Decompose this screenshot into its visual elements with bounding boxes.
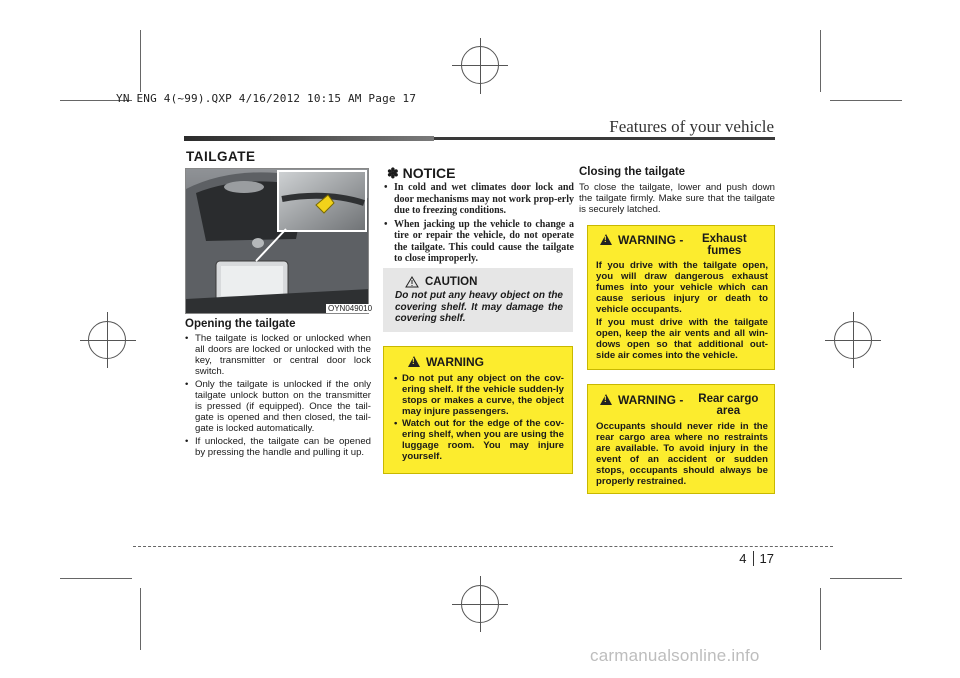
opening-body <box>185 333 371 460</box>
notice-bullet: • When jacking up the vehicle to change a tire or repair the vehicle, do not operate the tailgate. This could cause the tailgate to close improperly. <box>384 219 574 265</box>
caution-triangle-icon <box>405 276 419 288</box>
crop-mark <box>140 588 141 650</box>
warning-cargo-subtitle: Rear cargo area <box>698 393 759 417</box>
closing-text: To close the tailgate, lower and push down the tailgate firmly. Make sure that the tailgate is securely latched. <box>579 182 775 215</box>
notice-title: ✽ NOTICE <box>387 165 456 181</box>
opening-bullet: • Only the tailgate is unlocked if the only tailgate unlock button on the transmitter is pressed (if equipped). Once the tail-gate is opened and then closed, the tail-gate is locked automatically. <box>185 379 371 434</box>
footer-rule <box>133 546 833 547</box>
notice-bullet: • In cold and wet climates door lock and door mechanisms may not work prop-erly due to freezing conditions. <box>384 182 574 217</box>
caution-label: CAUTION <box>425 276 478 288</box>
registration-line <box>80 340 136 341</box>
caution-box <box>383 268 573 332</box>
opening-heading: Opening the tailgate <box>185 318 296 330</box>
warning-exhaust-paragraph: If you must drive with the tailgate open, keep the air vents and all win-dows open so that additional out-side air comes into the vehicle. <box>596 317 768 361</box>
warning-exhaust-box <box>587 225 775 370</box>
registration-line <box>107 312 108 368</box>
crop-mark <box>140 30 141 92</box>
tailgate-photo <box>185 168 369 314</box>
caution-text: Do not put any heavy object on the covering shelf. It may damage the covering shelf. <box>395 290 563 324</box>
watermark: carmanualsonline.info <box>590 646 760 665</box>
page-number <box>739 551 774 566</box>
crop-mark <box>820 30 821 92</box>
chapter-title: TAILGATE <box>186 149 256 164</box>
warning-exhaust-subtitle: Exhaust fumes <box>701 233 747 257</box>
warning-exhaust-label: WARNING - <box>618 233 684 247</box>
page-number-value: 17 <box>759 551 774 566</box>
opening-bullet: • The tailgate is locked or unlocked when all doors are locked or unlocked with the key, transmitter or central door lock switch. <box>185 333 371 377</box>
warning-triangle-icon <box>408 356 420 367</box>
closing-heading: Closing the tailgate <box>579 166 686 178</box>
registration-line <box>480 576 481 632</box>
figure-code: OYN049010 <box>328 304 373 313</box>
notice-body <box>384 182 574 267</box>
header-rule-accent <box>184 136 434 141</box>
warning-triangle-icon <box>600 234 612 245</box>
print-header: YN ENG 4(~99).QXP 4/16/2012 10:15 AM Page 17 <box>116 92 417 105</box>
opening-bullet: • If unlocked, the tailgate can be opened by pressing the handle and pulling it up. <box>185 436 371 458</box>
section-title: Features of your vehicle <box>609 117 774 136</box>
crop-mark <box>830 578 902 579</box>
warning-exhaust-paragraph: If you drive with the tailgate open, you will draw dangerous exhaust fumes into your vehicle which can cause serious injury or death to vehicle occupants. <box>596 260 768 315</box>
warning-triangle-icon <box>600 394 612 405</box>
warning-cargo-text: Occupants should never ride in the rear cargo area where no restraints are available. To avoid injury in the event of an accident or sudden stops, occupants should always be properly restrained. <box>596 421 768 487</box>
crop-mark <box>60 578 132 579</box>
crop-mark <box>820 588 821 650</box>
warning-shelf-bullet: • Watch out for the edge of the cov-ering shelf, when you are using the luggage room. You may injure yourself. <box>394 418 564 462</box>
page-chapter: 4 <box>739 551 747 566</box>
registration-line <box>480 38 481 94</box>
warning-shelf-bullet: • Do not put any object on the cov-ering shelf. If the vehicle sudden-ly stops or makes a curve, the object may injure passengers. <box>394 373 564 417</box>
registration-line <box>853 312 854 368</box>
page-separator <box>753 551 754 566</box>
warning-shelf-box <box>383 346 573 474</box>
warning-cargo-box <box>587 384 775 494</box>
warning-label: WARNING <box>426 355 484 369</box>
crop-mark <box>830 100 902 101</box>
warning-cargo-label: WARNING - <box>618 393 684 407</box>
tailgate-illustration <box>186 169 369 314</box>
